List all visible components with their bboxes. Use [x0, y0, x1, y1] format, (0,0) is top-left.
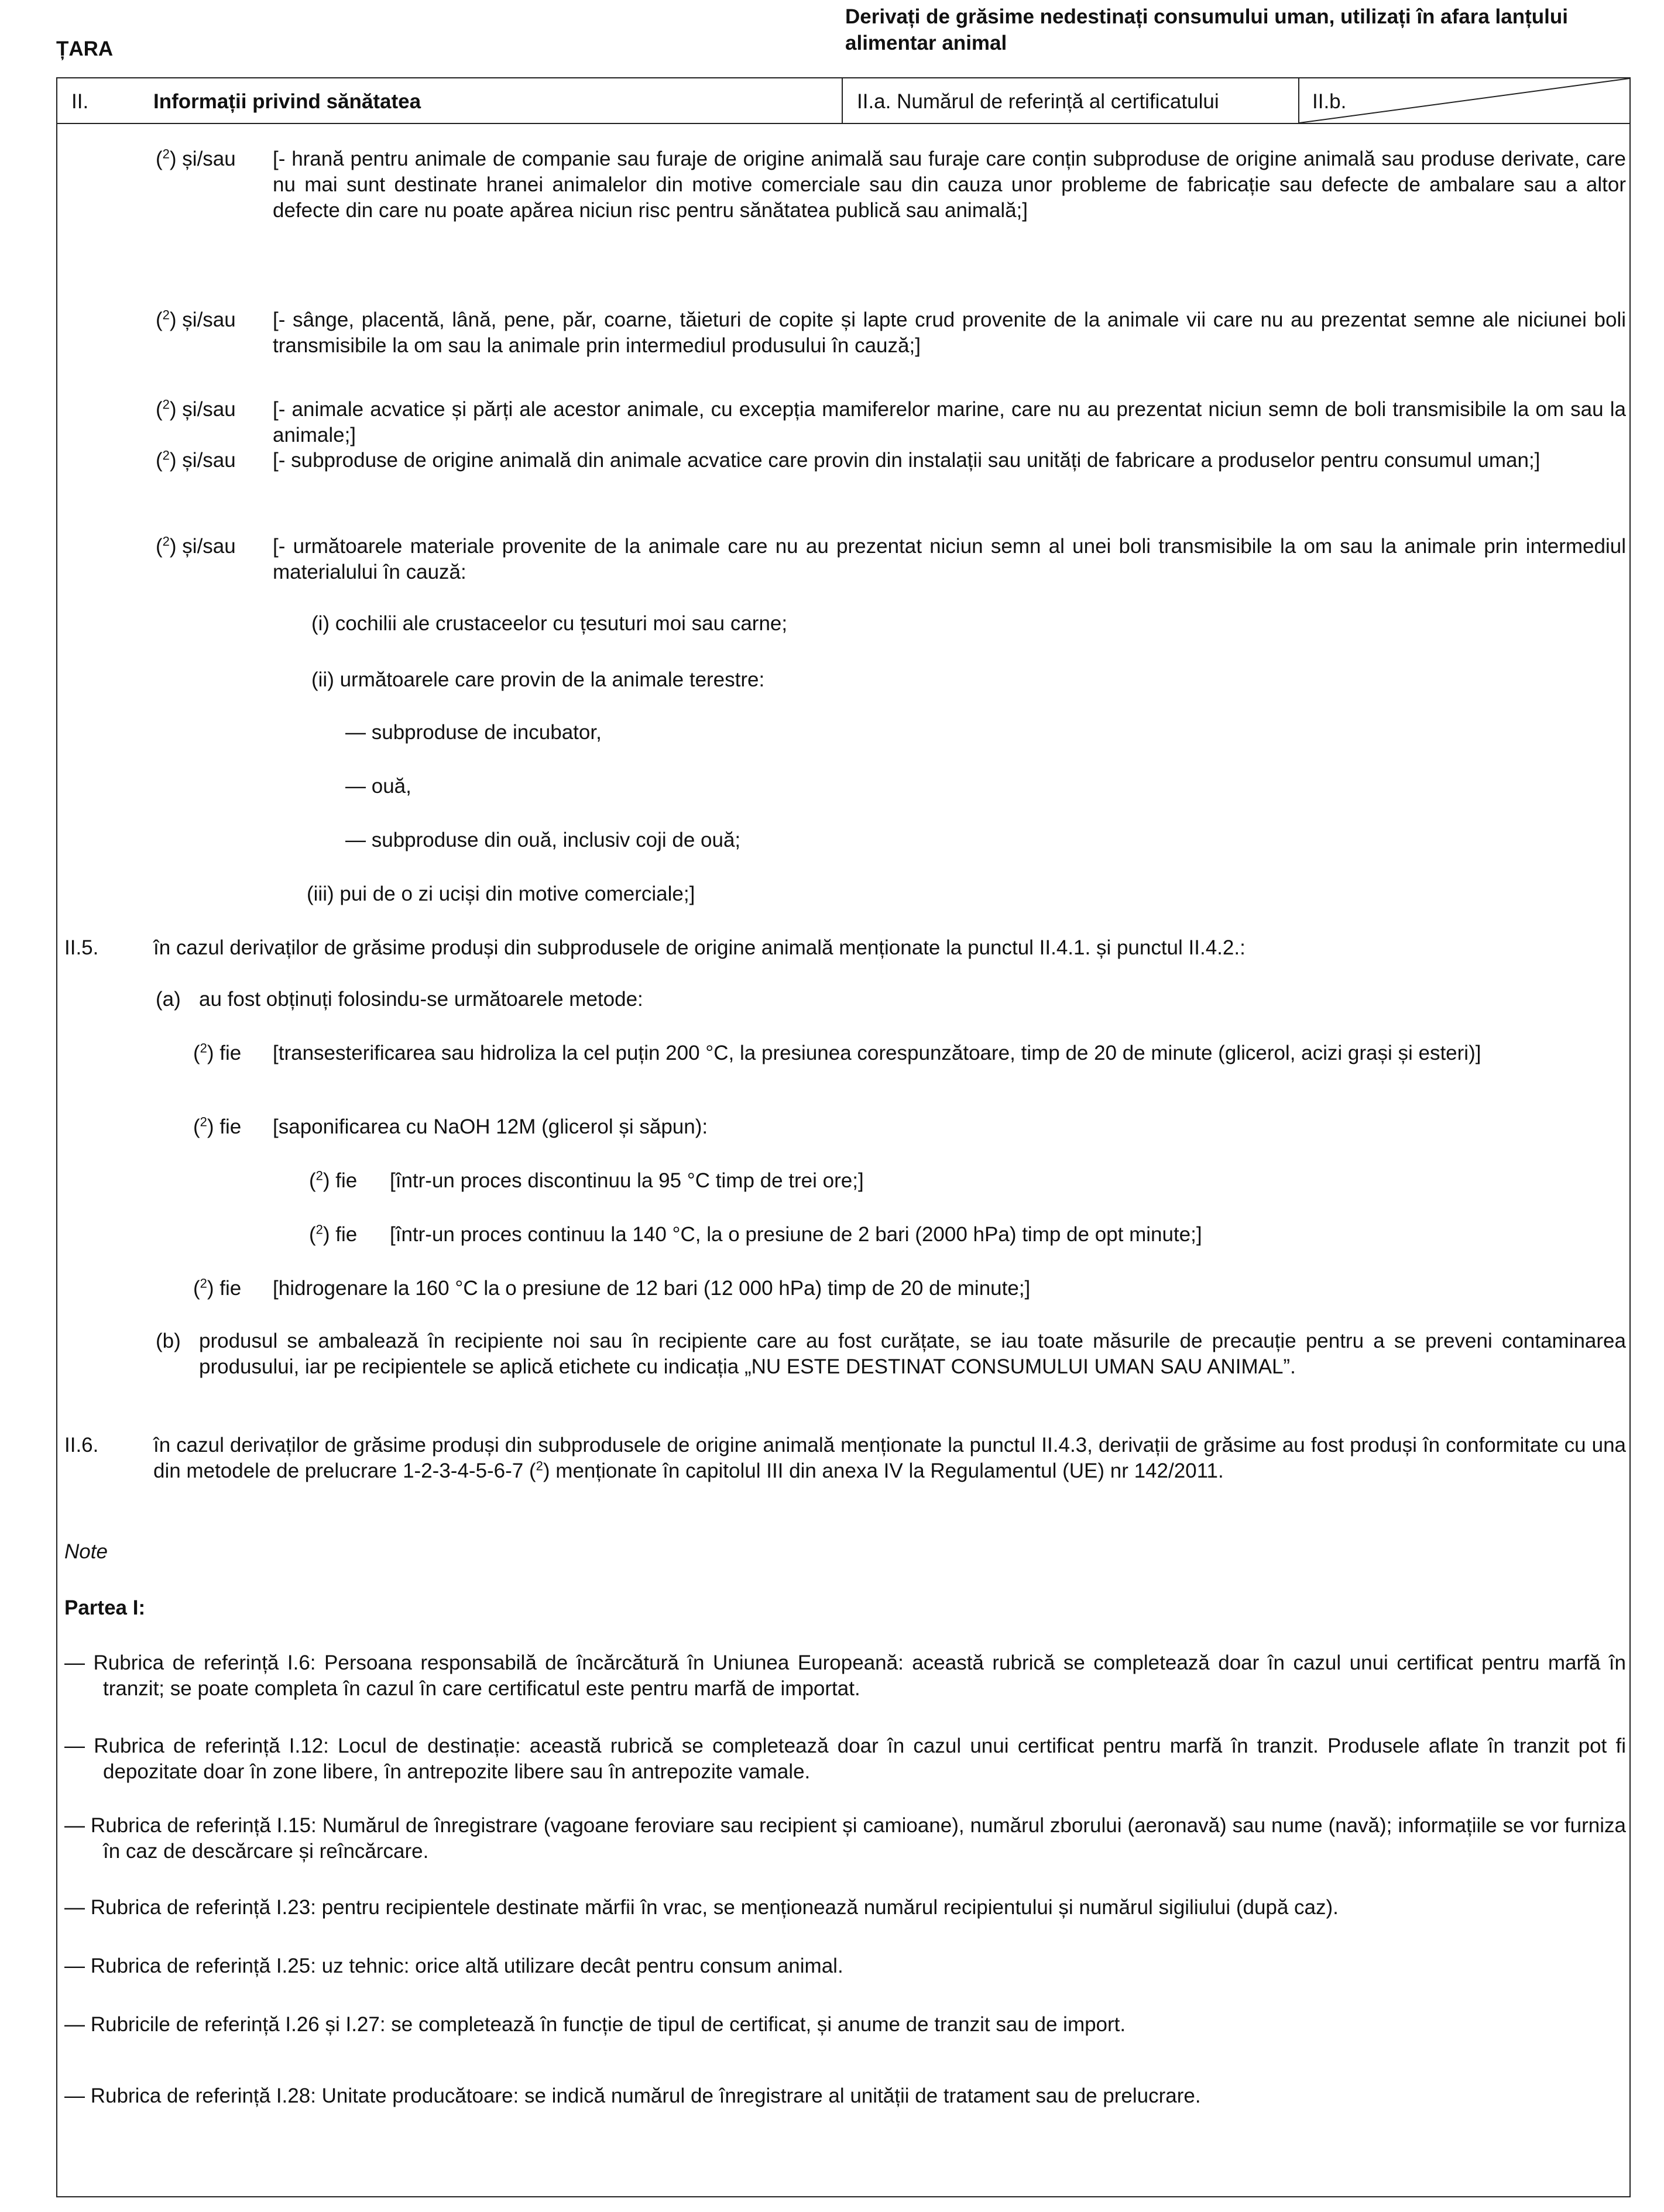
sub-item-iii: (iii) pui de o zi uciși din motive comerciale;] — [307, 882, 695, 905]
part-title: Partea I: — [64, 1596, 146, 1619]
point-ii5-text: în cazul derivaților de grăsime produși din subprodusele de origine animală menționate la punctul II.4.1. și punctul II.4.2.: — [153, 936, 1246, 959]
fie-label: fie — [335, 1169, 358, 1192]
fie-label: fie — [219, 1042, 242, 1064]
ref-b-label: II.b. — [1312, 90, 1347, 113]
note-item: — Rubrica de referință I.23: pentru recipientele destinate mărfii în vrac, se menționează numărul recipientului și numărul sigiliului (după caz). — [64, 1896, 1339, 1919]
fie-prefix: ($^2$) fie — [193, 1040, 242, 1064]
note-ref: 2 — [536, 1458, 543, 1473]
note-item: — Rubrica de referință I.25: uz tehnic: orice altă utilizare decât pentru consum animal. — [64, 1955, 843, 1977]
item-text: [- sânge, placentă, lână, pene, păr, coarne, tăieturi de copite și lapte crud provenite de la animale vii care nu au prezentat semne ale niciunei boli transmisibile la om sau la animale prin intermediul produsului în cauză;] — [273, 308, 1626, 357]
point-ii6-number: II.6. — [64, 1434, 99, 1457]
si-sau-label: și/sau — [182, 308, 236, 331]
fie-label: fie — [219, 1115, 242, 1138]
point-ii6-text — [153, 1433, 1626, 1484]
document-title: Derivați de grăsime nedestinați consumului uman, utilizați în afara lanțului alimentar animal — [845, 5, 1568, 54]
note-ref: 2 — [162, 146, 170, 162]
si-sau-label: și/sau — [182, 535, 236, 558]
note-ref: 2 — [162, 534, 170, 549]
note-ref: 2 — [200, 1040, 207, 1056]
section-number: II. — [71, 90, 89, 113]
point-b-text: produsul se ambalează în recipiente noi sau în recipiente care au fost curățate, se iau toate măsurile de precauție pentru a se preveni contaminarea produsului, iar pe recipientele se aplică etichete cu indicația „NU ESTE DESTINAT CONSUMULUI UMAN SAU ANIMAL”. — [199, 1330, 1626, 1378]
notes-title: Note — [64, 1540, 108, 1563]
note-ref: 2 — [200, 1276, 207, 1291]
certificate-ref-label: II.a. Numărul de referință al certificatului — [857, 90, 1219, 113]
si-sau-label: și/sau — [182, 147, 236, 170]
point-a-text: au fost obținuți folosindu-se următoarele metode: — [199, 988, 643, 1011]
dash-item: — subproduse din ouă, inclusiv coji de ouă; — [345, 829, 741, 851]
fie-label: fie — [335, 1223, 358, 1246]
note-ref: 2 — [162, 397, 170, 412]
point-ii5-number: II.5. — [64, 936, 99, 959]
item-prefix: ($^2$) și/sau — [156, 448, 236, 472]
item-text: [- subproduse de origine animală din animale acvatice care provin din instalații sau unități de fabricare a produselor pentru consumul uman;] — [273, 449, 1541, 472]
point-b-label: (b) — [156, 1330, 181, 1352]
method-3: [hidrogenare la 160 °C la o presiune de 12 bari (12 000 hPa) timp de 20 de minute;] — [273, 1277, 1031, 1300]
dash-item: — ouă, — [345, 775, 411, 798]
note-item: — Rubricile de referință I.26 și I.27: se completează în funcție de tipul de certificat, și anume de tranzit sau de import. — [64, 2013, 1126, 2036]
fie-prefix: ($^2$) fie — [193, 1276, 242, 1300]
item-prefix: ($^2$) și/sau — [156, 534, 236, 558]
fie-label: fie — [219, 1277, 242, 1300]
note-item: — Rubrica de referință I.15: Numărul de înregistrare (vagoane feroviare sau recipient și camioane), numărul zborului (aeronavă) sau nume (navă); informațiile se vor furniza în caz de descărcare și reîncărcare. — [64, 1814, 1626, 1863]
section-title: Informații privind sănătatea — [153, 90, 421, 113]
fie-prefix: ($^2$) fie — [193, 1114, 242, 1138]
note-ref: 2 — [315, 1222, 323, 1237]
method-2a: [într-un proces discontinuu la 95 °C timp de trei ore;] — [390, 1169, 864, 1192]
method-2b: [într-un proces continuu la 140 °C, la o presiune de 2 bari (2000 hPa) timp de opt minute;] — [390, 1223, 1202, 1246]
item-text: [- hrană pentru animale de companie sau furaje de origine animală sau furaje care conțin subproduse de origine animală sau produse derivate, care nu mai sunt destinate hranei animalelor din motive comerciale sau din cauza unor probleme de fabricație sau defecte de ambalare sau a altor defecte din care nu poate apărea niciun risc pentru sănătatea publică sau animală;] — [273, 147, 1626, 222]
item-text: [- următoarele materiale provenite de la animale care nu au prezentat niciun semn al unei boli transmisibile la om sau la animale prin intermediul materialului în cauză: — [273, 535, 1626, 583]
item-text: [- animale acvatice și părți ale acestor animale, cu excepția mamiferelor marine, care nu au prezentat niciun semn de boli transmisibile la om sau la animale;] — [273, 398, 1626, 446]
ii6-text-part: în cazul derivaților de grăsime produși din subprodusele de origine animală menționate la punctul II.4.3, derivații de grăsime au fost produși în conformitate cu una din metodele de prelucrare 1-2-3-4-5-6-7 ( — [153, 1434, 1626, 1482]
fie-prefix: ($^2$) fie — [309, 1168, 358, 1192]
sub-item-i: (i) cochilii ale crustaceelor cu țesuturi moi sau carne; — [311, 612, 788, 635]
note-item: — Rubrica de referință I.6: Persoana responsabilă de încărcătură în Uniunea Europeană: această rubrică se completează doar în cazul unui certificat pentru marfă în tranzit; se poate completa în cazul în care certificatul este pentru marfă de importat. — [64, 1651, 1626, 1700]
note-item: — Rubrica de referință I.12: Locul de destinație: această rubrică se completează doar în cazul unui certificat pentru marfă în tranzit. Produsele aflate în tranzit pot fi depozitate doar în zone libere, în antrepozite libere sau în antrepozite vamale. — [64, 1734, 1626, 1783]
item-prefix: ($^2$) și/sau — [156, 397, 236, 421]
sub-item-ii: (ii) următoarele care provin de la animale terestre: — [311, 668, 765, 691]
dash-item: — subproduse de incubator, — [345, 721, 602, 744]
note-ref: 2 — [315, 1168, 323, 1183]
item-prefix: ($^2$) și/sau — [156, 146, 236, 170]
si-sau-label: și/sau — [182, 398, 236, 421]
note-ref: 2 — [162, 307, 170, 322]
note-ref: 2 — [162, 448, 170, 463]
ii6-text-part: ) menționate în capitolul III din anexa IV la Regulamentul (UE) nr 142/2011. — [543, 1459, 1224, 1482]
country-label: ȚARA — [56, 37, 114, 60]
method-1: [transesterificarea sau hidroliza la cel puțin 200 °C, la presiunea corespunzătoare, timp de 20 de minute (glicerol, acizi grași și esteri)] — [273, 1042, 1481, 1064]
item-prefix: ($^2$) și/sau — [156, 307, 236, 331]
fie-prefix: ($^2$) fie — [309, 1222, 358, 1246]
point-a-label: (a) — [156, 988, 181, 1011]
method-2: [saponificarea cu NaOH 12M (glicerol și săpun): — [273, 1115, 708, 1138]
diagonal-line — [1299, 78, 1629, 123]
note-item: — Rubrica de referință I.28: Unitate producătoare: se indică numărul de înregistrare al unității de tratament sau de prelucrare. — [64, 2084, 1201, 2107]
si-sau-label: și/sau — [182, 449, 236, 472]
note-ref: 2 — [200, 1114, 207, 1129]
